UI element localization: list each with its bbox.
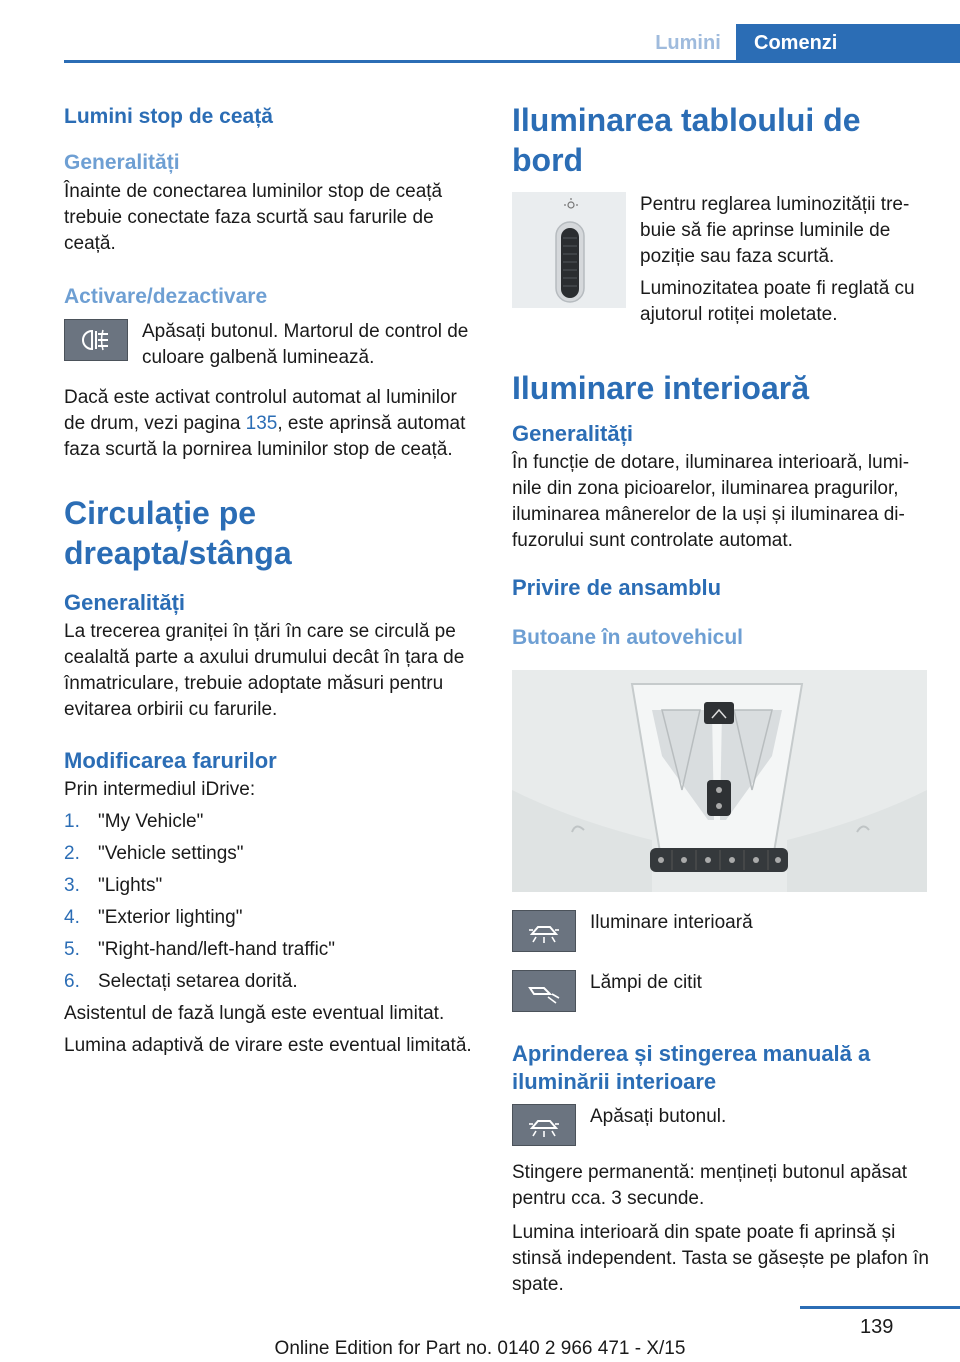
- step-text: "Lights": [98, 875, 163, 896]
- list-item: [64, 937, 480, 963]
- list-item: [64, 905, 480, 931]
- right-column: [512, 100, 932, 1298]
- fog-auto-text-2: , este aprinsă automat faza scurtă la pornirea luminilor stop de ceață.: [64, 413, 466, 460]
- idrive-steps: [64, 809, 480, 995]
- traffic-general-text: La trecerea graniței în țări în care se circulă pe cealaltă parte a axului drumului decât în țara de înmatriculare, trebuie adoptate măsuri pentru evitarea orbirii cu farurile.: [64, 621, 465, 720]
- footer-rule: [800, 1306, 960, 1309]
- step-number: 4.: [64, 907, 80, 928]
- header-rule: [64, 60, 960, 63]
- left-column: [64, 100, 480, 1059]
- legend-interior-text: Iluminare interioară: [590, 912, 753, 933]
- interior-general-heading: Generalități: [512, 421, 634, 446]
- thumbwheel-icon: [512, 192, 626, 308]
- header-tab-lights: Lumini: [655, 32, 721, 54]
- high-beam-note: Asistentul de fază lungă este eventual limitat.: [64, 1003, 445, 1024]
- fog-auto-paragraph: [64, 385, 480, 463]
- legend-reading-row: [512, 970, 932, 1012]
- header-tab-controls: Comenzi: [736, 24, 960, 63]
- fog-button-row: [64, 319, 480, 371]
- step-number: 3.: [64, 875, 80, 896]
- page-number: 139: [860, 1316, 894, 1338]
- overview-heading: Privire de ansamblu: [512, 575, 722, 600]
- step-text: "Vehicle settings": [98, 843, 244, 864]
- interior-light-icon: [512, 910, 576, 952]
- dashboard-text-2: Luminozitatea poate fi reglată cu ajutorul rotiței moletate.: [640, 278, 915, 325]
- step-text: "My Vehicle": [98, 811, 204, 832]
- step-text: "Right-hand/left-hand traffic": [98, 939, 336, 960]
- interior-general-text: În funcție de dotare, iluminarea interioară, luminile din zona picioarelor, iluminarea pragurilor, iluminarea mânerelor de la uși și iluminarea difuzorului sunt controlate automat.: [512, 452, 910, 551]
- list-item: [64, 809, 480, 835]
- edition-text: Online Edition for Part no. 0140 2 966 471 - X/15: [274, 1338, 686, 1359]
- overhead-console-image: [512, 670, 927, 892]
- list-item: [64, 841, 480, 867]
- rear-light-text: Lumina interioară din spate poate fi aprinsă și stinsă independent. Tasta se găsește pe plafon în spate.: [512, 1222, 929, 1295]
- fog-auto-text-1: Dacă este activat controlul automat al luminilor de drum, vezi pagina: [64, 387, 457, 434]
- reading-light-icon: [512, 970, 576, 1012]
- rear-fog-light-icon: [64, 319, 128, 361]
- adaptive-light-note: Lumina adaptivă de virare este eventual limitată.: [64, 1035, 472, 1056]
- traffic-title: Circulație pe dreapta/stânga: [64, 495, 292, 571]
- dashboard-text-1: Pentru reglarea luminozității trebuie să fie aprinse luminile de poziție sau faza scurtă.: [640, 194, 910, 267]
- manual-onoff-heading: Aprinderea și stingerea manuală a iluminării interioare: [512, 1041, 871, 1094]
- fog-onoff-text: Apăsați butonul. Martorul de control de culoare galbenă luminează.: [142, 321, 469, 368]
- idrive-intro: Prin intermediul iDrive:: [64, 779, 256, 800]
- step-number: 1.: [64, 811, 80, 832]
- overhead-console-icon: [512, 670, 927, 892]
- interior-lighting-title: Iluminare interioară: [512, 370, 809, 406]
- dashboard-lighting-title: Iluminarea tabloului de bord: [512, 102, 861, 178]
- fog-lights-title: Lumini stop de ceață: [64, 105, 273, 128]
- list-item: [64, 969, 480, 995]
- dashboard-text-block: [640, 192, 932, 328]
- fog-onoff-heading: Activare/dezactivare: [64, 285, 268, 308]
- manual-text: Apăsați butonul.: [590, 1106, 727, 1127]
- legend-interior-row: [512, 910, 932, 952]
- legend-reading-text: Lămpi de citit: [590, 972, 702, 993]
- interior-light-button-icon: [512, 1104, 576, 1146]
- step-number: 2.: [64, 843, 80, 864]
- fog-general-text: Înainte de conectarea luminilor stop de ceață trebuie conectate faza scurtă sau farurile de ceață.: [64, 181, 443, 254]
- buttons-heading: Butoane în autovehicul: [512, 626, 744, 649]
- traffic-general-heading: Generalități: [64, 590, 186, 615]
- step-text: "Exterior lighting": [98, 907, 243, 928]
- page-link[interactable]: 135: [245, 413, 278, 434]
- thumbwheel-image: [512, 192, 626, 308]
- dashboard-row: [512, 192, 932, 328]
- fog-general-heading: Generalități: [64, 151, 180, 174]
- permanent-off-text: Stingere permanentă: mențineți butonul apăsat pentru cca. 3 secunde.: [512, 1162, 908, 1209]
- manual-row: [512, 1104, 932, 1146]
- step-text: Selectați setarea dorită.: [98, 971, 298, 992]
- step-number: 5.: [64, 939, 80, 960]
- headlight-modification-heading: Modificarea farurilor: [64, 748, 277, 773]
- step-number: 6.: [64, 971, 80, 992]
- list-item: [64, 873, 480, 899]
